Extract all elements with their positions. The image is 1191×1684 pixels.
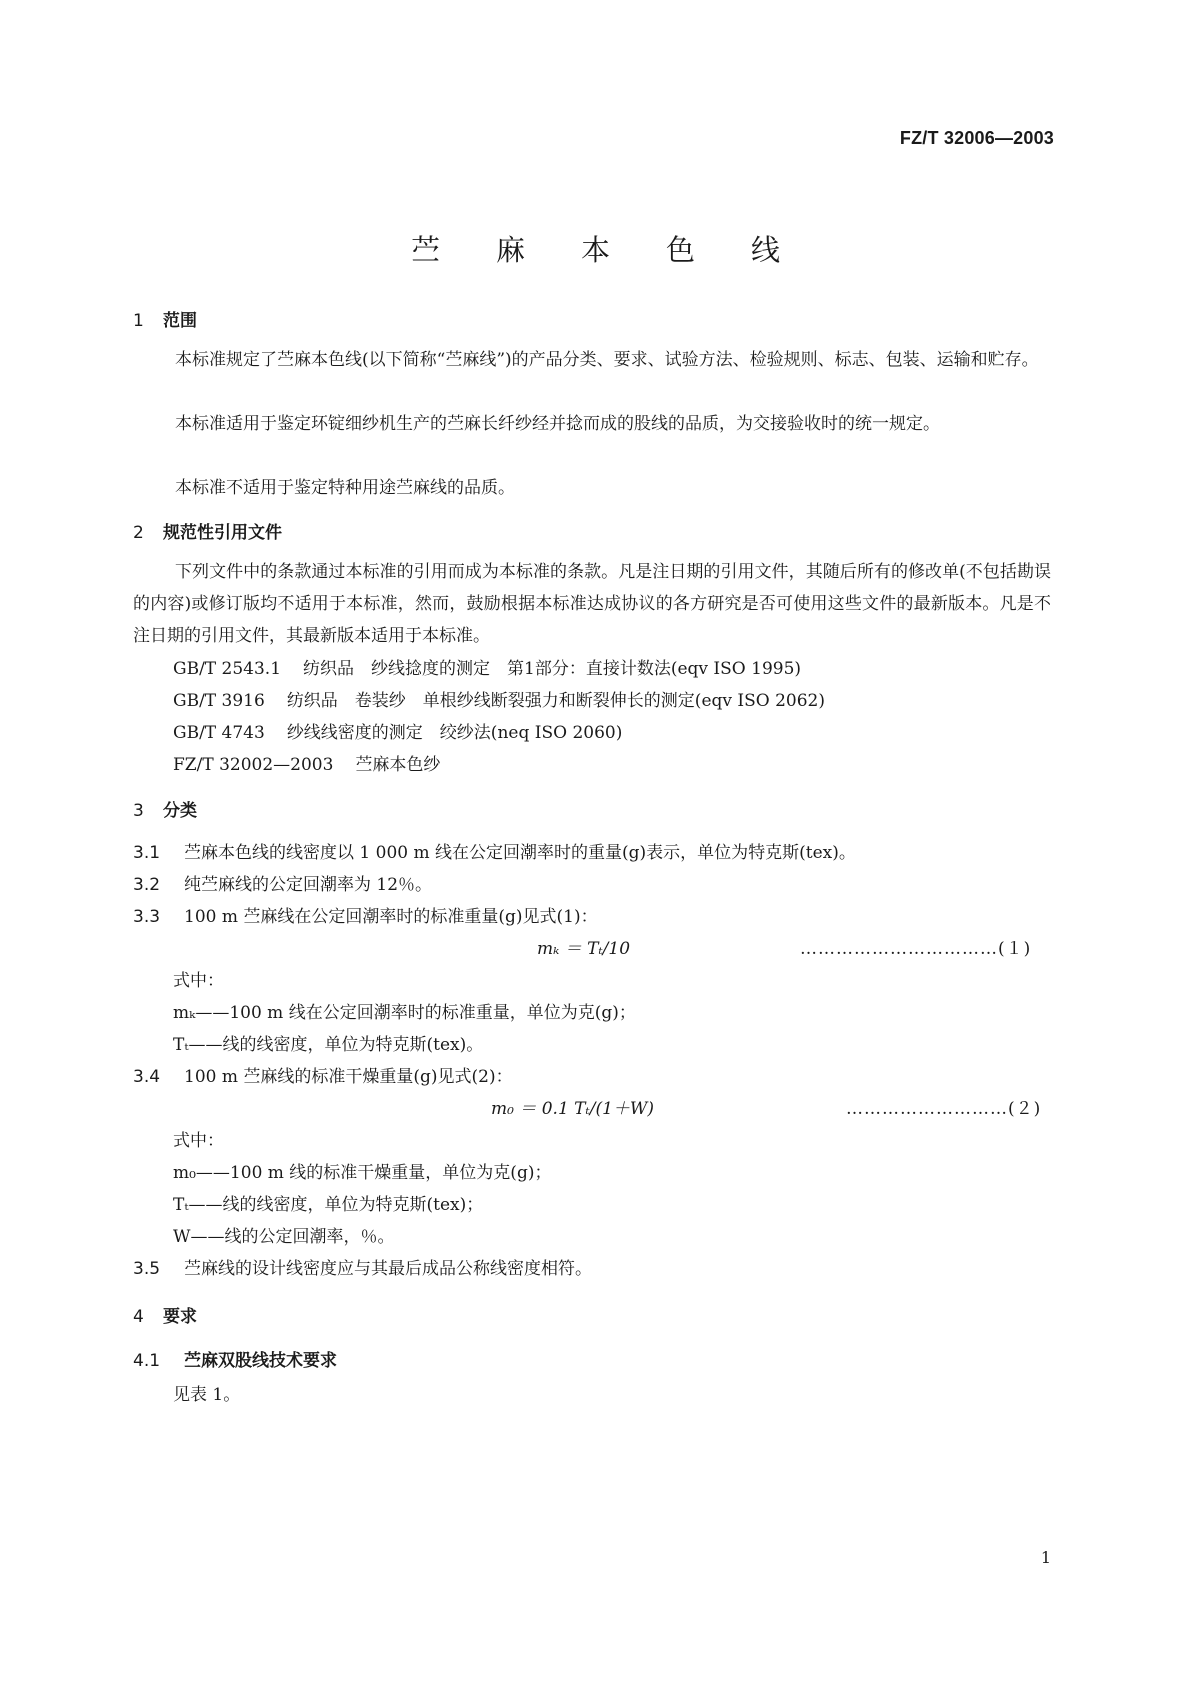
clause-number: 3.3 — [133, 907, 161, 927]
formula-2: m₀ ＝ 0.1 Tₜ/(1＋W) — [491, 1099, 654, 1119]
section-title: 要求 — [163, 1307, 197, 1327]
reference-code: GB/T 4743 — [173, 723, 265, 743]
clause-text: 苎麻线的设计线密度应与其最后成品公称线密度相符。 — [184, 1259, 592, 1279]
section-number: 3 — [133, 801, 144, 821]
definition-m0: m₀——100 m 线的标准干燥重量，单位为克(g)； — [173, 1163, 552, 1183]
clause-3-2 — [133, 870, 432, 895]
reference-title: 纱线线密度的测定 绞纱法(neq ISO 2060) — [286, 723, 623, 743]
clause-text: 纯苎麻线的公定回潮率为 12％。 — [184, 875, 433, 895]
section-1-paragraph-1: 本标准规定了苎麻本色线(以下简称“苎麻线”)的产品分类、要求、试验方法、检验规则、标志、包装、运输和贮存。 — [175, 350, 1039, 370]
standard-number: FZ/T 32006—2003 — [899, 128, 1054, 148]
reference-code: FZ/T 32002—2003 — [173, 755, 334, 775]
section-number: 2 — [133, 523, 144, 543]
section-title: 分类 — [163, 801, 197, 821]
section-1-paragraph-2: 本标准适用于鉴定环锭细纱机生产的苎麻长纤纱经并捻而成的股线的品质，为交接验收时的统一规定。 — [175, 414, 940, 434]
clause-3-1 — [133, 838, 856, 863]
reference-item — [173, 718, 622, 743]
section-number: 4 — [133, 1307, 144, 1327]
reference-item — [173, 654, 801, 679]
clause-4-1-text: 见表 1。 — [173, 1385, 241, 1405]
clause-number: 4.1 — [133, 1351, 161, 1371]
clause-text: 100 m 苎麻线在公定回潮率时的标准重量(g)见式(1)： — [184, 907, 598, 927]
reference-title: 纺织品 纱线捻度的测定 第1部分：直接计数法(eqv ISO 1995) — [303, 659, 802, 679]
definition-tt: Tₜ——线的线密度，单位为特克斯(tex)； — [173, 1195, 484, 1215]
section-4-heading — [133, 1302, 197, 1327]
section-title: 规范性引用文件 — [163, 523, 282, 543]
definition-tt: Tₜ——线的线密度，单位为特克斯(tex)。 — [173, 1035, 484, 1055]
clause-3-4 — [133, 1062, 513, 1087]
section-1-heading — [133, 306, 197, 331]
clause-number: 3.5 — [133, 1259, 161, 1279]
reference-title: 苎麻本色纱 — [355, 755, 441, 775]
section-number: 1 — [133, 311, 144, 331]
reference-code: GB/T 2543.1 — [173, 659, 282, 679]
clause-number: 3.4 — [133, 1067, 161, 1087]
page-number: 1 — [1040, 1548, 1051, 1567]
clause-title: 苎麻双股线技术要求 — [184, 1351, 337, 1371]
section-3-heading — [133, 796, 197, 821]
reference-title: 纺织品 卷装纱 单根纱线断裂强力和断裂伸长的测定(eqv ISO 2062) — [286, 691, 825, 711]
section-1-paragraph-3: 本标准不适用于鉴定特种用途苎麻线的品质。 — [175, 478, 515, 498]
definition-mk: mₖ——100 m 线在公定回潮率时的标准重量，单位为克(g)； — [173, 1003, 636, 1023]
where-label: 式中： — [173, 1131, 224, 1151]
formula-1: mₖ ＝ Tₜ/10 — [537, 939, 631, 959]
clause-4-1-heading — [133, 1346, 337, 1371]
document-title: 苎麻本色线 — [410, 233, 836, 267]
reference-code: GB/T 3916 — [173, 691, 265, 711]
formula-2-number: ………………………(２) — [846, 1099, 1042, 1119]
clause-3-5 — [133, 1254, 592, 1279]
reference-item — [173, 686, 825, 711]
formula-1-number: ……………………………(１) — [800, 939, 1032, 959]
where-label: 式中： — [173, 971, 224, 991]
clause-number: 3.2 — [133, 875, 161, 895]
clause-3-3 — [133, 902, 598, 927]
clause-number: 3.1 — [133, 843, 161, 863]
section-2-heading — [133, 518, 282, 543]
definition-w: W——线的公定回潮率，％。 — [173, 1227, 395, 1247]
section-title: 范围 — [163, 311, 197, 331]
reference-item — [173, 750, 440, 775]
clause-text: 100 m 苎麻线的标准干燥重量(g)见式(2)： — [184, 1067, 513, 1087]
clause-text: 苎麻本色线的线密度以 1 000 m 线在公定回潮率时的重量(g)表示，单位为特克斯(tex)。 — [184, 843, 856, 863]
section-2-paragraph-1: 下列文件中的条款通过本标准的引用而成为本标准的条款。凡是注日期的引用文件，其随后所有的修改单(不包括勘误的内容)或修订版均不适用于本标准，然而，鼓励根据本标准达成协议的各方研究是否可使用这些文件的最新版本。凡是不注日期的引用文件，其最新版本适用于本标准。 — [133, 562, 1051, 646]
